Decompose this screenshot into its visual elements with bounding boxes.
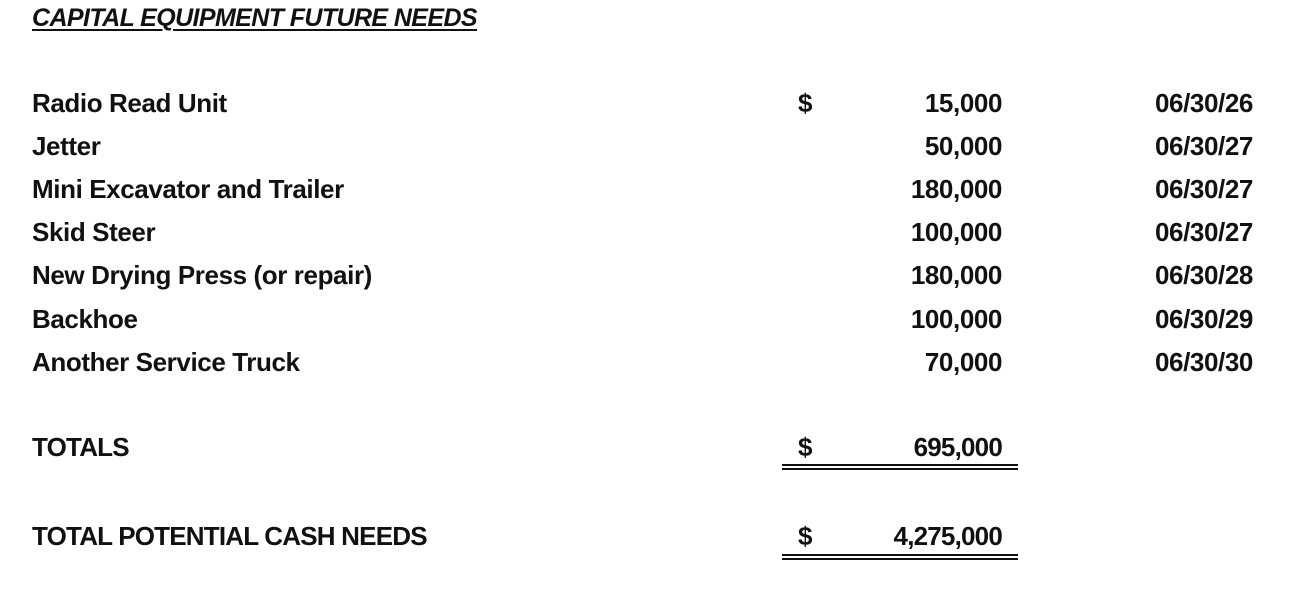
item-date: 06/30/27 — [1154, 217, 1253, 247]
list-item — [0, 347, 1300, 387]
item-date: 06/30/30 — [1154, 347, 1253, 377]
list-item — [0, 88, 1300, 128]
totals-label: TOTALS — [32, 432, 129, 462]
list-item — [0, 131, 1300, 171]
item-amount: 100,000 — [910, 217, 1002, 247]
list-item — [0, 260, 1300, 300]
item-amount: 50,000 — [924, 131, 1002, 161]
total-potential-currency: $ — [798, 521, 812, 551]
item-label: Skid Steer — [32, 217, 156, 247]
item-date: 06/30/27 — [1154, 131, 1253, 161]
total-potential-row — [0, 521, 1300, 561]
list-item — [0, 217, 1300, 257]
totals-double-underline — [782, 464, 1018, 470]
currency-symbol: $ — [798, 88, 813, 118]
totals-currency: $ — [798, 432, 812, 462]
item-date: 06/30/29 — [1154, 304, 1253, 334]
item-amount: 100,000 — [910, 304, 1002, 334]
total-potential-amount: 4,275,000 — [893, 521, 1002, 551]
item-label: New Drying Press (or repair) — [32, 260, 372, 290]
item-date: 06/30/27 — [1154, 174, 1253, 204]
section-title: CAPITAL EQUIPMENT FUTURE NEEDS — [32, 4, 477, 32]
item-label: Radio Read Unit — [32, 88, 227, 118]
totals-amount: 695,000 — [913, 432, 1002, 462]
item-label: Jetter — [32, 131, 101, 161]
item-label: Mini Excavator and Trailer — [32, 174, 344, 204]
item-amount: 180,000 — [910, 174, 1002, 204]
item-amount: 180,000 — [910, 260, 1002, 290]
item-label: Another Service Truck — [32, 347, 300, 377]
total-potential-double-underline — [782, 554, 1018, 560]
list-item — [0, 304, 1300, 344]
list-item — [0, 174, 1300, 214]
item-date: 06/30/26 — [1154, 88, 1253, 118]
total-potential-label: TOTAL POTENTIAL CASH NEEDS — [32, 521, 427, 551]
item-amount: 70,000 — [924, 347, 1002, 377]
totals-row — [0, 432, 1300, 472]
item-amount: 15,000 — [924, 88, 1002, 118]
item-label: Backhoe — [32, 304, 138, 334]
item-date: 06/30/28 — [1154, 260, 1253, 290]
